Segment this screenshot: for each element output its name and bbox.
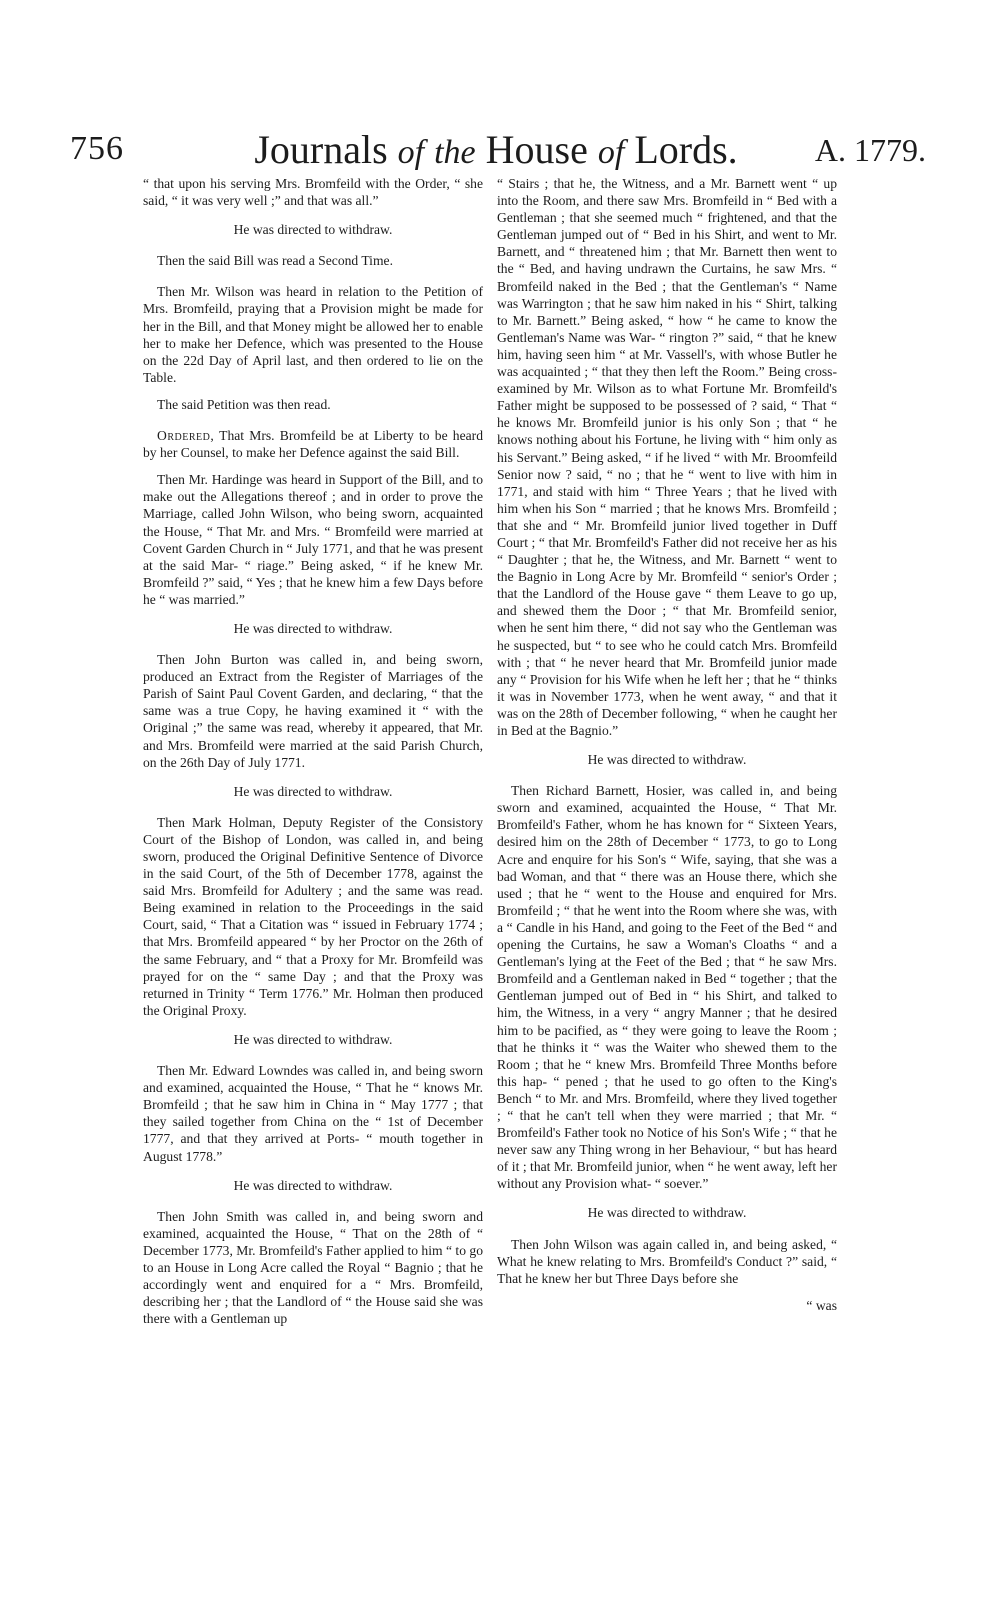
left-column (143, 175, 483, 1337)
paragraph: The said Petition was then read. (157, 396, 331, 412)
direction-note: He was directed to withdraw. (233, 222, 393, 238)
paragraph: Then Mr. Hardinge was heard in Support of the Bill, and to make out the Allegations thereof ; and in order to prove the Marriage, called John Wilson, who being sworn, acquainted the House, “ That Mr. and Mrs. “ Bromfeild were married at Covent Garden Church in “ July 1771, and that he was present at the said Mar- “ riage.” Being asked, “ if he knew Mr. Bromfeild ?” said, “ Yes ; that he knew him a few Days before he “ was married.” (143, 472, 483, 607)
paragraph: Then Mr. Wilson was heard in relation to the Petition of Mrs. Bromfeild, praying that a Provision might be made for her in the Bill, and that Money might be allowed her to enable her to make her Defence, which was presented to the House on the 22d Day of April last, and then ordered to lie on the Table. (143, 284, 483, 385)
catchword: “ was (806, 1297, 837, 1313)
page-header (0, 0, 992, 180)
paragraph: Then Richard Barnett, Hosier, was called in, and being sworn and examined, acquainted the House, “ That Mr. Bromfeild's Father, whom he has known for “ Sixteen Years, desired him on the 28th of December “ 1773, to go to Long Acre and enquire for his Son's “ Wife, saying, that she was a bad Woman, and that “ there was an House there, which she used ; that he “ went to the House and enquired for Mrs. Bromfeild ; “ that he went into the Room where she was, with a “ Candle in his Hand, and going to the Feet of the Bed “ and opening the Curtains, he saw a Woman's Cloaths “ and a Gentleman's lying at the Feet of the Bed ; that “ he saw Mrs. Bromfeild and a Gentleman naked in Bed “ together ; that the Gentleman jumped out of Bed in “ his Shirt, and talked to him, the Witness, in a very “ angry Manner ; that he desired him to be pacified, as “ they were going to leave the Room ; that he thinks it “ was the Waiter who shewed them to the Room ; that he “ knew Mrs. Bromfeild Three Months before this hap- “ pened ; that he used to go often to the King's Bench “ to Mr. and Mrs. Bromfeild, where they lived together ; “ that he can't tell when they were married ; that Mr. “ Bromfeild's Father took no Notice of his Son's Wife ; “ that he never saw any Thing wrong in her Behaviour, “ but has heard of it ; that Mr. Bromfeild junior, when “ he went away, left her without any Provision what- “ soever.” (497, 783, 837, 1192)
title-word: Lords. (634, 127, 738, 172)
year-prefix: A. (814, 132, 846, 168)
direction-note: He was directed to withdraw. (233, 1031, 393, 1047)
right-column (497, 175, 837, 1324)
direction-note: He was directed to withdraw. (233, 1177, 393, 1193)
ordered-label: Ordered, (157, 428, 215, 444)
title-word: House (485, 127, 588, 172)
paragraph: Then Mr. Edward Lowndes was called in, and being sworn and examined, acquainted the House, “ That he “ knows Mr. Bromfeild ; that he saw him in China in “ May 1777 ; that they sailed together from China on the “ 1st of December 1777, and that they arrived at Ports- “ mouth together in August 1778.” (143, 1063, 483, 1164)
direction-note: He was directed to withdraw. (233, 783, 393, 799)
year-value: 1779. (854, 132, 926, 168)
order-text: That Mrs. Bromfeild be at Liberty to be heard by her Counsel, to make her Defence against the said Bill. (143, 428, 483, 461)
paragraph: “ Stairs ; that he, the Witness, and a Mr. Barnett went “ up into the Room, and there saw Mrs. Bromfeild in “ Bed with a Gentleman ; that she seemed much “ frightened, and that the Gentleman jumped out of “ Bed in his Shirt, and went to Mr. Barnett, and “ threatened him ; that Mr. Barnett then went to the “ Bed, and having undrawn the Curtains, he saw Mrs. “ Bromfeild naked in the Bed ; that the Gentleman's “ Name was Warrington ; that he saw him naked in his “ Shirt, talking to Mr. Barnett.” Being asked, “ how “ he came to know the Gentleman's Name was War- “ rington ?” said, “ that he knew him, having seen him “ at Mr. Vassell's, with whose Butler he was acquainted ; “ that they then left the Room.” Being cross-examined by Mr. Wilson as to what Fortune Mr. Bromfeild's Father might be supposed to be possessed of ? said, “ That “ he knows Mr. Bromfeild junior is his only Son ; that “ he knows nothing about his Fortune, he living with “ him only as his Servant.” Being asked, “ if he lived “ with Mr. Broomfeild Senior now ? said, “ no ; that he “ went to live with him in 1771, and staid with him “ Three Years ; that he lived with him when his Son “ married ; that he knows Mrs. Bromfeild ; that she and “ Mr. Bromfeild junior lived together in Duff Court ; “ that Mr. Bromfeild's Father did not receive her as his “ Daughter ; that he, the Witness, and Mr. Barnett “ went to the Bagnio in Long Acre by Mr. Bromfeild “ senior's Order ; that the Landlord of the House gave “ them Leave to go up, and shewed them the Door ; “ that Mr. Bromfeild senior, when he sent him there, “ did not say who the Gentleman was he suspected, but “ to see who he could catch Mrs. Bromfeild with ; that “ he never heard that Mr. Bromfeild junior made any “ Provision for his Wife when he left her ; that he “ thinks it was in November 1773, when he went away, “ and that it was on the 28th of December following, “ when he caught her in Bed at the Bagnio.” (497, 176, 837, 738)
paragraph: Then John Smith was called in, and being sworn and examined, acquainted the House, “ That on the 28th of “ December 1773, Mr. Bromfeild's Father applied to him “ to go to an House in Long Acre called the Royal “ Bagnio ; that he accordingly went and enquired for a “ Mrs. Bromfeild, describing her ; that the Landlord of “ the House said she was there with a Gentleman up (143, 1208, 483, 1327)
title-word: Journals (254, 127, 388, 172)
paragraph: Then the said Bill was read a Second Time. (157, 253, 393, 269)
year-marker (815, 132, 926, 169)
paragraph: Then Mark Holman, Deputy Register of the Consistory Court of the Bishop of London, was called in, and being sworn, produced the Original Definitive Sentence of Divorce in the said Court, of the 5th of December 1778, against the said Mrs. Bromfeild for Adultery ; and the same was read. Being examined in relation to the Proceedings in the said Court, said, “ That a Citation was “ issued in February 1774 ; that Mrs. Bromfeild appeared “ by her Proctor on the 26th of the same February, and “ that a Proxy for Mr. Bromfeild was prayed for on the “ same Day ; and that the Proxy was returned in Trinity “ Term 1776.” Mr. Holman then produced the Original Proxy. (143, 814, 483, 1018)
direction-note: He was directed to withdraw. (233, 620, 393, 636)
title-word: the (434, 134, 476, 171)
direction-note: He was directed to withdraw. (587, 1205, 747, 1221)
direction-note: He was directed to withdraw. (587, 752, 747, 768)
order-paragraph (143, 427, 483, 461)
paragraph: Then John Wilson was again called in, and being asked, “ What he knew relating to Mrs. Bromfeild's Conduct ?” said, “ That he knew her but Three Days before she (497, 1236, 837, 1286)
paragraph: “ that upon his serving Mrs. Bromfeild with the Order, “ she said, “ it was very well ;” and that was all.” (143, 176, 483, 209)
title-word: of (397, 134, 425, 171)
paragraph: Then John Burton was called in, and being sworn, produced an Extract from the Register of Marriages of the Parish of Saint Paul Covent Garden, and declaring, “ that the same was a true Copy, he having examined it “ with the Original ;” the same was read, whereby it appeared, that Mr. and Mrs. Bromfeild were married at the said Parish Church, on the 26th Day of July 1771. (143, 652, 483, 770)
title-word: of (597, 134, 625, 171)
page-number: 756 (70, 130, 124, 167)
